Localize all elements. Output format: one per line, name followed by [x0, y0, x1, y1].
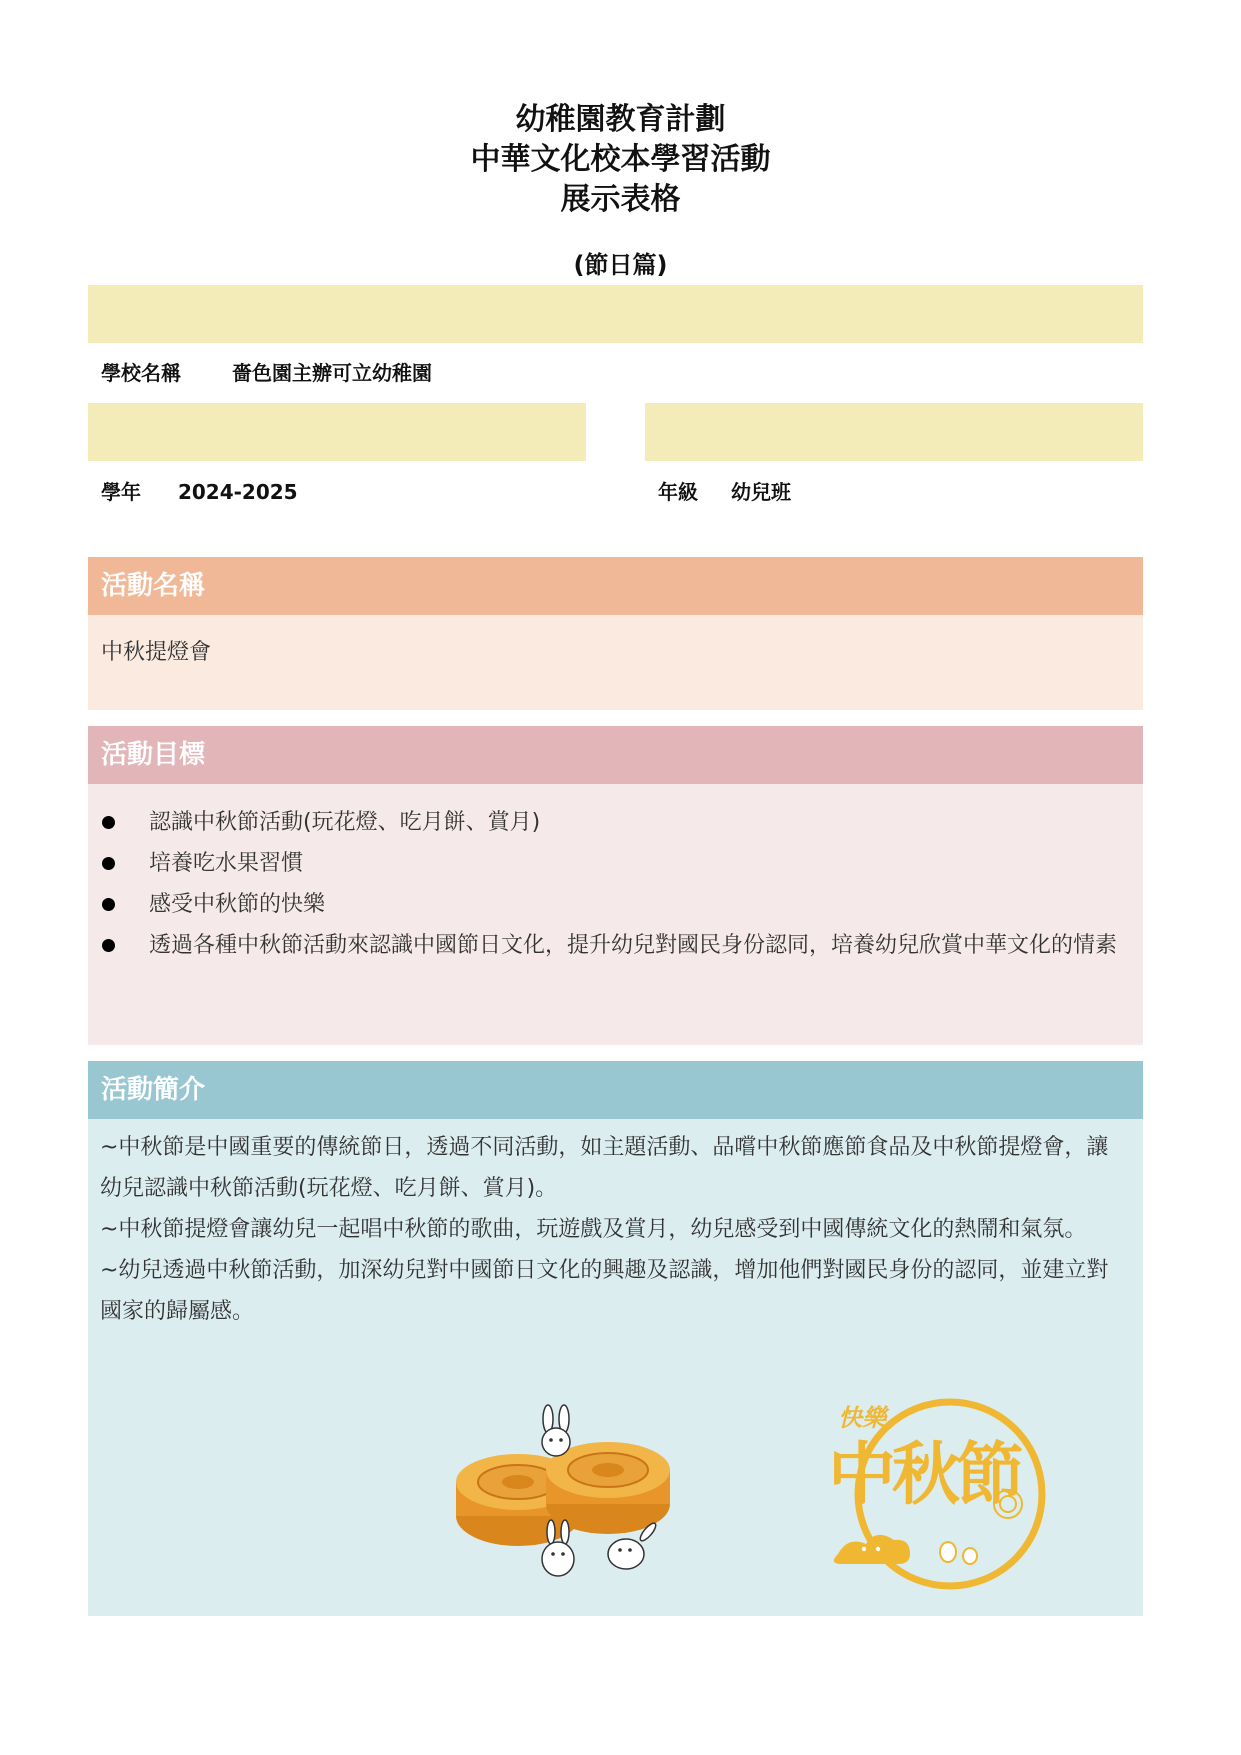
intro-paragraph: ~中秋節提燈會讓幼兒一起唱中秋節的歌曲，玩遊戲及賞月，幼兒感受到中國傳統文化的熱鬧和氣氛。 — [100, 1217, 1087, 1242]
logo-small-text: 快樂 — [838, 1404, 886, 1432]
objectives-body — [88, 784, 1143, 1045]
grade-value: 幼兒班 — [730, 480, 791, 504]
activity-name-value: 中秋提燈會 — [101, 640, 212, 665]
list-item — [88, 925, 1143, 966]
page-title-line2: 中華文化校本學習活動 — [470, 142, 771, 177]
introduction-body — [88, 1119, 1143, 1616]
bullet-icon — [102, 939, 115, 952]
intro-paragraph: ~幼兒透過中秋節活動，加深幼兒對中國節日文化的興趣及認識，增加他們對國民身份的認同，並建立對國家的歸屬感。 — [100, 1258, 1109, 1324]
year-row — [101, 476, 298, 505]
grade-label: 年級 — [658, 480, 698, 504]
mooncake-rabbits-icon — [448, 1404, 698, 1579]
school-value: 嗇色園主辦可立幼稚園 — [231, 361, 432, 385]
objective-text: 感受中秋節的快樂 — [149, 892, 326, 917]
intro-paragraph: ~中秋節是中國重要的傳統節日，透過不同活動，如主題活動、品嚐中秋節應節食品及中秋節提燈會，讓幼兒認識中秋節活動(玩花燈、吃月餅、賞月)。 — [100, 1135, 1109, 1201]
objectives-heading: 活動目標 — [88, 726, 1143, 784]
bullet-icon — [102, 857, 115, 870]
school-band — [88, 285, 1143, 343]
objective-text: 認識中秋節活動(玩花燈、吃月餅、賞月) — [149, 810, 541, 835]
list-item — [88, 843, 1143, 884]
list-item — [88, 802, 1143, 843]
objectives-list — [88, 802, 1143, 966]
objective-text: 培養吃水果習慣 — [149, 851, 304, 876]
year-band — [88, 403, 586, 461]
year-label: 學年 — [101, 480, 141, 504]
introduction-text — [100, 1127, 1120, 1332]
bullet-icon — [102, 898, 115, 911]
year-value: 2024-2025 — [177, 480, 298, 504]
grade-row — [658, 476, 791, 505]
school-label: 學校名稱 — [101, 361, 181, 385]
school-row — [101, 357, 432, 386]
introduction-heading: 活動簡介 — [88, 1061, 1143, 1119]
bullet-icon — [102, 816, 115, 829]
list-item — [88, 884, 1143, 925]
activity-name-heading: 活動名稱 — [88, 557, 1143, 615]
logo-big-text: 中秋節 — [828, 1436, 1021, 1515]
grade-band — [645, 403, 1143, 461]
page-subtitle: (節日篇) — [573, 251, 668, 279]
page-title-line3: 展示表格 — [560, 182, 681, 217]
objective-text: 透過各種中秋節活動來認識中國節日文化，提升幼兒對國民身份認同，培養幼兒欣賞中華文化的情素 — [149, 933, 1118, 958]
mid-autumn-logo-icon — [808, 1394, 1058, 1594]
activity-name-body — [88, 615, 1143, 710]
page-title-line1: 幼稚園教育計劃 — [515, 102, 726, 137]
